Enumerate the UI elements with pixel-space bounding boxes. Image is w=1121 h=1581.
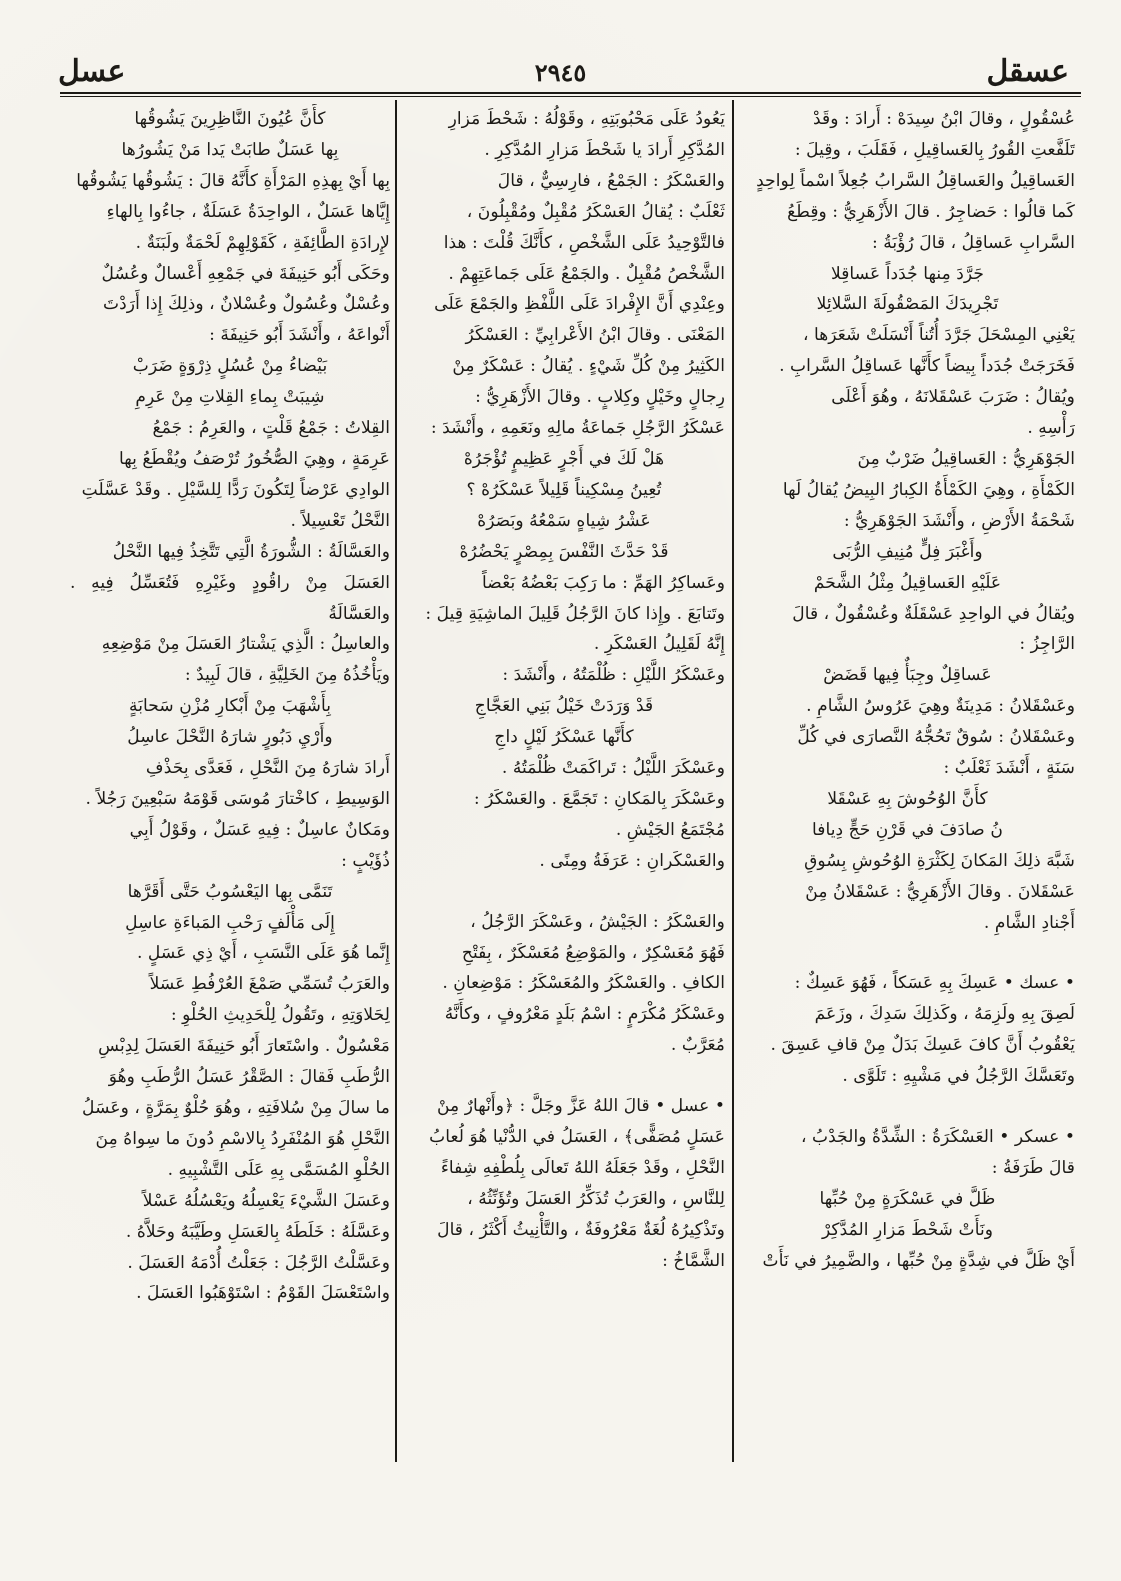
text-line: مُجْتَمَعُ الجَيْشِ . [615,819,725,840]
text-line: شَبَّهَ ذلِكَ المَكانَ لِكَثْرَةِ الوُحُوشِ بِسُوقِ [804,850,1075,871]
text-line: والعَسْكَرانِ : عَرَفَةُ ومِنًى . [539,850,725,871]
text-line: والعَسْكَرُ : الجَيْشُ ، وعَسْكَرَ الرَّجُلُ ، [470,911,725,932]
verse-line: جَرَّدَ مِنها جُدَداً عَساقِلا [830,263,985,284]
text-line: النَّحْلِ ، وقَدْ جَعَلَهُ اللهُ تَعالَى بِلُطْفِهِ شِفاءً [440,1158,725,1178]
text-line: • عسل • قالَ اللهُ عَزَّ وجَلَّ : ﴿وأَنْهارٌ مِنْ [436,1096,725,1117]
verse-line: قَدْ وَرَدَتْ خَيْلُ بَنِي العَجَّاجِ [474,696,654,717]
text-line: والعاسِلُ : الَّذِي يَشْتارُ العَسَلَ مِنْ مَوْضِعِهِ [101,634,390,655]
text-line: إِنَّما هُوَ عَلَى النَّسَبِ ، أَيْ ذِي عَسَلٍ . [136,943,390,964]
text-line: عُسْقُولٍ ، وقالَ ابْنُ سِيدَهْ : أَرادَ : وقَدْ [812,109,1075,129]
text-line: والعَرَبُ تُسَمِّي صَمْغَ العُرْفُطِ عَسَلاً [149,974,390,995]
text-line: بِها أَيْ بِهذِهِ المَرْأَةِ كأَنَّهُ قالَ : يَشُوقُها يَشُوقُها [76,170,390,191]
verse-line: ونَأَتْ شَحْطَ مَزارِ المُدَّكِرْ [821,1219,994,1240]
column-divider-right [732,100,734,1462]
text-line: وعِنْدِي أَنَّ الإِفْرادَ عَلَى اللَّفْظِ والجَمْعَ عَلَى [434,294,725,315]
text-line: سَنَةٍ ، أَنْشَدَ ثَعْلَبٌ : [943,758,1075,779]
text-line: ما سالَ مِنْ سُلافَتِهِ ، وهُوَ حُلْوٌ بِمَرَّةٍ ، وعَسَلُ [82,1098,390,1118]
text-line: شَحْمَةُ الأَرْضِ ، وأَنْشَدَ الجَوْهَرِيُّ : [843,510,1075,531]
text-line: وعَسَلَ الشَّيْءَ يَعْسِلُهُ ويَعْسُلُهُ عَسْلاً [142,1190,390,1211]
text-line: وعُسْلٌ وعُسُولٌ وعُسْلانٌ ، وذلِكَ إِذا أَرَدْتَ [102,294,390,315]
text-line: مُعَرَّبٌ . [670,1035,725,1056]
text-line: ذُؤَيْبٍ : [341,850,390,871]
text-line: النَّحْلِ هُوَ المُنْفَرِدُ بِالاسْمِ دُونَ ما سِواهُ مِنَ [95,1128,390,1149]
verse-line: بَيْضاءُ مِنْ عُسُلٍ ذِرْوَةٍ ضَرَبْ [132,356,328,377]
verse-line: عَلَيْهِ العَساقِيلُ مِثْلُ الشَّحَمْ [813,572,1002,593]
text-line: وحَكَى أَبُو حَنِيفَةَ في جَمْعِهِ أَعْسالٌ وعُسُلٌ [101,263,390,284]
text-line: لَصِقَ بِهِ ولَزِمَهُ ، وكَذلِكَ سَدِكَ ، وزَعَمَ [814,1004,1075,1025]
header-rule [60,92,1081,94]
text-line: وتَتابَعَ . وإِذا كانَ الرَّجُلُ قَلِيلَ الماشِيَةِ قِيلَ : [425,603,725,624]
text-line: وعَسْقَلانُ : سُوقٌ تَحُجُّهُ النَّصارَى في كُلِّ [797,727,1075,748]
text-line: تَلَفَّعتِ القُورُ بِالعَساقِيلِ ، فَقَلَبَ ، وقِيلَ : [794,139,1075,160]
text-line: مَعْسُولٌ . واسْتَعارَ أَبُو حَنِيفَةَ العَسَلَ لِدِبْسِ [98,1036,390,1057]
verse-line: كأَنَّ الوُحُوشَ بِهِ عَسْقَلا [827,788,988,809]
text-line: القِلاتُ : جَمْعُ قَلْتٍ ، والعَرِمُ : جَمْعُ [152,418,390,439]
entry-gap [740,1092,1075,1122]
text-line: إِنَّهُ لَقَلِيلُ العَسْكَرِ . [593,634,725,655]
text-line: يَعْنِي المِسْحَلَ جَرَّدَ أُتُناً أَنْسَلَتْ شَعَرَها ، [803,325,1075,346]
verse-line: بِها عَسَلٌ طابَتْ يَدا مَنْ يَشُورُها [121,139,339,160]
text-line: الكَمْأَةِ ، وهِيَ الكَمْأَةُ الكِبارُ البِيضُ يُقالُ لَها [782,479,1075,500]
verse-line: وأَرْيِ دَبُورٍ شارَهُ النَّحْلَ عاسِلُ [127,727,333,748]
verse-line: قَدْ حَدَّثَ النَّفْسَ بِمِصْرٍ يَحْضُرُهْ [459,541,669,562]
text-line: والعَسَّالَةُ : الشُّورَةُ الَّتِي تَتَّخِذُ فِيها النَّحْلُ [112,541,390,562]
text-line: رِجالٍ وخَيْلٍ وكِلابٍ . وقالَ الأَزْهَرِيُّ : [475,387,725,408]
text-line: السَّرابِ عَساقِلُ ، قالَ رُؤْبَةُ : [871,232,1075,253]
text-line: إِيَّاها عَسَلٌ ، الواحِدَةُ عَسَلَةٌ ، جاءُوا بِالهاءِ [106,201,390,222]
header-rule-thin [60,96,1081,97]
text-line: ويُقالُ في الواحِدِ عَسْقَلَةٌ وعُسْقُولٌ ، قالَ [792,603,1075,624]
verse-line: كأَنَّها عَسْكَرُ لَيْلٍ داجِ [494,727,634,748]
text-line: والعَسْكَرُ : الجَمْعُ ، فارِسِيٌّ ، قالَ [497,170,725,191]
text-line: كَما قالُوا : حَضاجِرُ . قالَ الأَزْهَرِيُّ : وقِطَعُ [787,201,1075,222]
verse-line: بِأَشْهَبَ مِنْ أَبْكارِ مُزْنِ سَحابَةٍ [129,696,331,717]
verse-line: هَلْ لَكَ في أَجْرٍ عَظِيمٍ تُؤْجَرُهْ [463,448,665,469]
verse-line: وأَغْبَرَ فِلٍّ مُنِيفِ الرُّبَى [832,541,983,562]
text-line: العَسَلَ مِنْ راقُودٍ وغَيْرِهِ فَتُعَسِّلُ فِيهِ . والعَسَّالَةُ [70,572,390,624]
text-line: وعَسَّلْتُ الرَّجُلَ : جَعَلْتُ أُدْمَهُ العَسَلَ . [127,1252,390,1273]
text-line: عَسْقَلانَ . وقالَ الأَزْهَرِيُّ : عَسْقَلانُ مِنْ [805,881,1075,902]
text-line: يَعُودُ عَلَى مَحْبُوبَتِهِ ، وقَوْلُهُ : شَحْطَ مَزارِ [448,109,725,129]
text-line: الشَّمَّاخُ : [662,1250,725,1271]
text-line: الرُّطَبِ فَقالَ : الصَّقْرُ عَسَلُ الرُّطَبِ وهُوَ [108,1067,390,1088]
text-column-right [740,104,1075,1459]
column-divider-left [395,100,397,1462]
verse-line: ظَلَّ في عَسْكَرَةٍ مِنْ حُبِّها [819,1188,996,1209]
header-left-keyword: عسل [58,54,126,89]
text-column-middle [403,104,725,1459]
verse-line: تَنَمَّى بِها اليَعْسُوبُ حَتَّى أَقَرَّها [127,881,333,902]
text-line: الوَسِيطِ ، كاخْتارَ مُوسَى قَوْمَهُ سَبْعِينَ رَجُلاً . [85,788,390,809]
text-line: • عسكر • العَسْكَرَةُ : الشِّدَّةُ والجَدْبُ ، [800,1127,1075,1148]
text-line: النَّحْلُ تَعْسِيلاً . [290,510,390,531]
text-line: أَجْنادِ الشَّامِ . [983,912,1075,933]
text-line: وعَسْقَلانُ : مَدِينَةٌ وهِيَ عَرُوسُ الشَّامِ . [806,696,1075,717]
text-line: ومَكانٌ عاسِلٌ : فِيهِ عَسَلٌ ، وقَوْلُ أَبِي [129,819,390,840]
text-line: وعَساكِرُ الهَمِّ : ما رَكِبَ بَعْضُهُ بَعْضاً [482,572,725,593]
text-line: وعَسَّلَهُ : خَلَطَهُ بِالعَسَلِ وطَيَّبَهُ وحَلاَّهُ . [125,1221,390,1242]
text-line: لِحَلاوَتِهِ ، وتَقُولُ لِلْحَدِيثِ الحُلْوِ : [170,1005,390,1026]
verse-line: نُ صادَفَ في قَرْنِ حَجٍّ دِيافا [812,819,1003,840]
text-line: عَسْكَرُ الرَّجُلِ جَماعَةُ مالِهِ ونَعَمِهِ ، وأَنْشَدَ : [430,418,725,439]
text-line: العَساقِيلُ والعَساقِلُ السَّرابُ جُعِلاً اسْماً لِواحِدٍ [756,170,1075,191]
verse-line: تُعِينُ مِسْكِيناً قَلِيلاً عَسْكَرُهْ ؟ [466,479,662,500]
text-line: لإِرادَةِ الطَّائِفَةِ ، كَقَوْلِهِمْ لَحْمَةٌ ولَبَنَةٌ . [135,232,390,253]
text-line: ويُقالُ : ضَرَبَ عَسْقَلانَهُ ، وهُوَ أَعْلَى [831,387,1075,408]
text-line: المَعْنَى . وقالَ ابْنُ الأَعْرابِيِّ : العَسْكَرُ [465,325,725,346]
text-line: الجَوْهَرِيُّ : العَساقِيلُ ضَرْبٌ مِنَ [857,448,1075,469]
entry-gap [740,938,1075,968]
text-line: المُدَّكِرِ أَرادَ يا شَحْطَ مَزارِ المُدَّكِرِ . [484,139,725,160]
text-line: الكافِ . والعَسْكَرُ والمُعَسْكَرُ : مَوْضِعانِ . [442,973,725,994]
verse-line: شِيبَتْ بِماءِ القِلاتِ مِنْ عَرِمِ [135,387,325,408]
text-line: أَنْواعَهُ ، وأَنْشَدَ أَبُو حَنِيفَةَ : [209,325,390,346]
text-line: وعَسْكَرَ بِالمَكانِ : تَجَمَّعَ . والعَسْكَرُ : [473,788,725,809]
text-line: ويَأْخُذُهُ مِنَ الخَلِيَّةِ ، قالَ لَبِيدٌ : [184,665,390,686]
text-line: يَعْقُوبُ أَنَّ كافَ عَسِكَ بَدَلٌ مِنْ قافِ عَسِقَ . [770,1035,1075,1056]
text-line: واسْتَعْسَلَ القَوْمُ : اسْتَوْهَبُوا العَسَلَ . [136,1283,390,1304]
text-line: فَخَرَجَتْ جُدَداً بِيضاً كأَنَّها عَساقِلُ السَّرابِ . [779,356,1075,377]
page-number: ٢٩٤٥ [534,58,587,87]
text-line: • عسك • عَسِكَ بِهِ عَسَكاً ، فَهُوَ عَسِكٌ : [794,973,1075,994]
verse-line: إِلَى مَأْلَفٍ رَحْبِ المَباءَةِ عاسِلِ [125,912,335,933]
text-line: أَيْ ظَلَّ في شِدَّةٍ مِنْ حُبِّها ، والضَّمِيرُ في نَأَتْ [762,1250,1075,1271]
text-line: ثَعْلَبٌ : يُقالُ العَسْكَرُ مُقْبِلٌ ومُقْبِلُونَ ، [466,201,725,222]
text-line: فالتَّوْحِيدُ عَلَى الشَّخْصِ ، كأَنَّكَ قُلْتَ : هذا [443,232,725,253]
entry-gap [403,1061,725,1091]
text-line: وتَعَسَّكَ الرَّجُلُ في مَشْيِهِ : تَلَوَّى . [842,1066,1075,1087]
text-line: قالَ طَرَفَةُ : [991,1158,1075,1178]
text-column-left [70,104,390,1459]
text-line: وتَذْكِيرُهُ لُغَةٌ مَعْرُوفَةٌ ، والتَّأْنِيثُ أَكْثَرُ ، قالَ [437,1219,725,1240]
text-line: عَسَلٍ مُصَفًّى﴾ ، العَسَلُ في الدُّنْيا هُوَ لُعابُ [429,1127,725,1148]
text-line: الكَثِيرُ مِنْ كُلِّ شَيْءٍ . يُقالُ : عَسْكَرٌ مِنْ [452,356,725,377]
text-line: الحُلْوِ المُسَمَّى بِهِ عَلَى التَّشْبِيهِ . [167,1159,390,1180]
text-line: وعَسْكَرَ اللَّيْلُ : تَراكَمَتْ ظُلْمَتُهُ . [501,758,725,779]
text-line: وعَسْكَرُ اللَّيْلِ : ظُلْمَتُهُ ، وأَنْشَدَ : [502,665,725,686]
verse-line: كأَنَّ عُيُونَ النَّاظِرِينَ يَشُوقُها [134,109,326,129]
text-line: وعَسْكَرُ مُكْرَمٍ : اسْمُ بَلَدٍ مَعْرُوفٍ ، وكأَنَّهُ [444,1004,725,1025]
text-line: لِلنَّاسِ ، والعَرَبُ تُذَكِّرُ العَسَلَ وتُؤَنِّثُهُ ، [467,1188,725,1209]
text-line: الوادِي عَرْضاً لِتَكُونَ رَدًّا لِلسَّيْلِ . وقَدْ عَسَّلَتِ [81,479,390,500]
text-line: الرَّاجِزُ : [1019,634,1075,655]
verse-line: تَجْرِيدَكَ المَصْقُولَةَ السَّلائِلا [816,294,999,315]
verse-line: عَساقِلٌ وجِبَأٌ فِيها قَضَضْ [823,665,992,686]
entry-gap [403,877,725,907]
text-line: رَأْسِهِ . [1027,418,1075,439]
text-line: عَرِمَةٍ ، وهِيَ الصُّخُورُ تُرْصَفُ ويُقْطَعُ بِها [119,448,390,469]
header-right-keyword: عسقل [986,54,1069,89]
verse-line: عَشْرُ شِياهٍ سَمْعُهُ وبَصَرُهْ [477,510,651,531]
text-line: فَهُوَ مُعَسْكِرٌ ، والمَوْضِعُ مُعَسْكَرٌ ، بِفَتْحِ [461,942,725,963]
text-line: الشَّخْصُ مُقْبِلٌ . والجَمْعُ عَلَى جَماعَتِهِمْ . [448,263,725,284]
text-line: أَرادَ شارَهُ مِنَ النَّحْلِ ، فَعَدَّى بِحَذْفِ [145,758,390,779]
